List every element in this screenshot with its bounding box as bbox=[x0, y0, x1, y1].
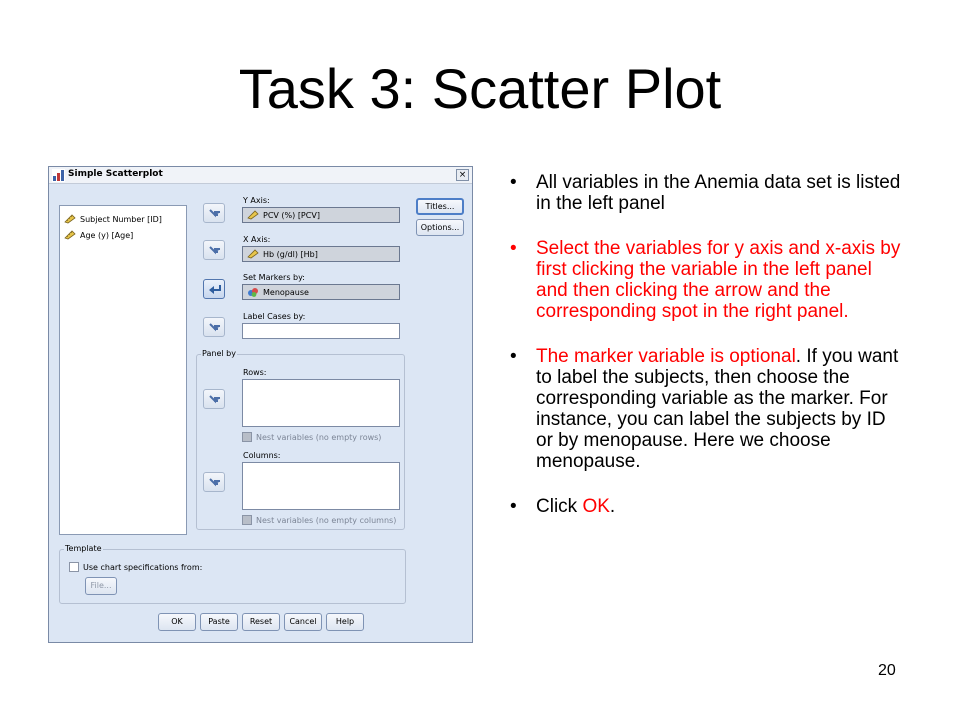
arrow-right-icon bbox=[208, 393, 222, 405]
slide-title: Task 3: Scatter Plot bbox=[238, 57, 722, 120]
bullet-text: All variables in the Anemia data set is listed in the left panel bbox=[536, 172, 901, 214]
checkbox-box[interactable] bbox=[242, 515, 252, 525]
label-cases-label: Label Cases by: bbox=[243, 312, 306, 321]
ok-button[interactable]: OK bbox=[158, 613, 196, 631]
arrow-left-icon bbox=[208, 283, 222, 295]
rows-list[interactable] bbox=[242, 379, 400, 427]
ruler-icon bbox=[247, 249, 259, 259]
bullet-item bbox=[510, 238, 905, 322]
cancel-button[interactable]: Cancel bbox=[284, 613, 322, 631]
y-axis-label: Y Axis: bbox=[243, 196, 270, 205]
titles-button[interactable]: Titles... bbox=[416, 198, 464, 215]
bullet-item bbox=[510, 172, 905, 214]
paste-button[interactable]: Paste bbox=[200, 613, 238, 631]
rows-label: Rows: bbox=[243, 368, 267, 377]
bullet-dot: • bbox=[510, 238, 517, 259]
reset-button[interactable]: Reset bbox=[242, 613, 280, 631]
bullet-item bbox=[510, 346, 905, 472]
checkbox-box[interactable] bbox=[242, 432, 252, 442]
simple-scatterplot-dialog bbox=[48, 166, 473, 643]
arrow-right-icon bbox=[208, 476, 222, 488]
bullet-list bbox=[510, 172, 905, 541]
panel-by-title: Panel by bbox=[202, 349, 236, 358]
label-cases-field[interactable] bbox=[242, 323, 400, 339]
dialog-titlebar bbox=[49, 167, 472, 184]
bullet-dot: • bbox=[510, 496, 517, 517]
ruler-icon bbox=[64, 214, 76, 224]
close-button[interactable]: × bbox=[456, 169, 469, 181]
bullet-text: Click bbox=[536, 496, 583, 517]
bullet-dot: • bbox=[510, 172, 517, 193]
list-item[interactable] bbox=[64, 228, 133, 242]
arrow-right-icon bbox=[208, 244, 222, 256]
nominal-variable-icon bbox=[247, 287, 259, 297]
nest-columns-label: Nest variables (no empty columns) bbox=[256, 515, 397, 525]
spss-app-icon bbox=[52, 169, 65, 182]
columns-list[interactable] bbox=[242, 462, 400, 510]
use-chart-spec-label: Use chart specifications from: bbox=[83, 562, 203, 572]
use-chart-spec-checkbox[interactable] bbox=[69, 562, 202, 572]
bullet-item bbox=[510, 496, 905, 517]
columns-label: Columns: bbox=[243, 451, 281, 460]
nest-columns-checkbox[interactable] bbox=[242, 515, 396, 525]
variable-list[interactable] bbox=[59, 205, 187, 535]
bullet-text-red: The marker variable is optional bbox=[536, 346, 796, 367]
page-number: 20 bbox=[878, 662, 896, 679]
move-to-rows-button[interactable] bbox=[203, 389, 225, 409]
move-to-columns-button[interactable] bbox=[203, 472, 225, 492]
bullet-dot: • bbox=[510, 346, 517, 367]
arrow-right-icon bbox=[208, 207, 222, 219]
list-item[interactable] bbox=[64, 212, 162, 226]
bullet-text: Select the variables for y axis and x-axis by first clicking the variable in the left panel and then clicking the arrow and the corresponding spot in the right panel. bbox=[536, 238, 901, 322]
move-to-markers-button[interactable] bbox=[203, 279, 225, 299]
bullet-text-red: OK bbox=[582, 496, 610, 517]
move-to-label-cases-button[interactable] bbox=[203, 317, 225, 337]
x-axis-label: X Axis: bbox=[243, 235, 271, 244]
nest-rows-label: Nest variables (no empty rows) bbox=[256, 432, 382, 442]
set-markers-label: Set Markers by: bbox=[243, 273, 305, 282]
bullet-text: . bbox=[609, 496, 616, 517]
ruler-icon bbox=[64, 230, 76, 240]
variable-label: Subject Number [ID] bbox=[80, 214, 162, 224]
y-axis-field[interactable] bbox=[242, 207, 400, 223]
set-markers-field[interactable] bbox=[242, 284, 400, 300]
help-button[interactable]: Help bbox=[326, 613, 364, 631]
x-axis-value: Hb (g/dl) [Hb] bbox=[263, 249, 318, 259]
nest-rows-checkbox[interactable] bbox=[242, 432, 381, 442]
x-axis-field[interactable] bbox=[242, 246, 400, 262]
bullet-text: . If you want to label the subjects, then choose the corresponding variable as the marker. For instance, you can label the subjects by ID or by menopause. Here we choose menopause. bbox=[536, 346, 899, 472]
dialog-title: Simple Scatterplot bbox=[68, 169, 163, 179]
move-to-x-axis-button[interactable] bbox=[203, 240, 225, 260]
move-to-y-axis-button[interactable] bbox=[203, 203, 225, 223]
options-button[interactable]: Options... bbox=[416, 219, 464, 236]
variable-label: Age (y) [Age] bbox=[80, 230, 134, 240]
checkbox-box[interactable] bbox=[69, 562, 79, 572]
arrow-right-icon bbox=[208, 321, 222, 333]
template-title: Template bbox=[65, 544, 102, 553]
ruler-icon bbox=[247, 210, 259, 220]
y-axis-value: PCV (%) [PCV] bbox=[263, 210, 320, 220]
file-button[interactable]: File... bbox=[85, 577, 117, 595]
set-markers-value: Menopause bbox=[263, 287, 309, 297]
